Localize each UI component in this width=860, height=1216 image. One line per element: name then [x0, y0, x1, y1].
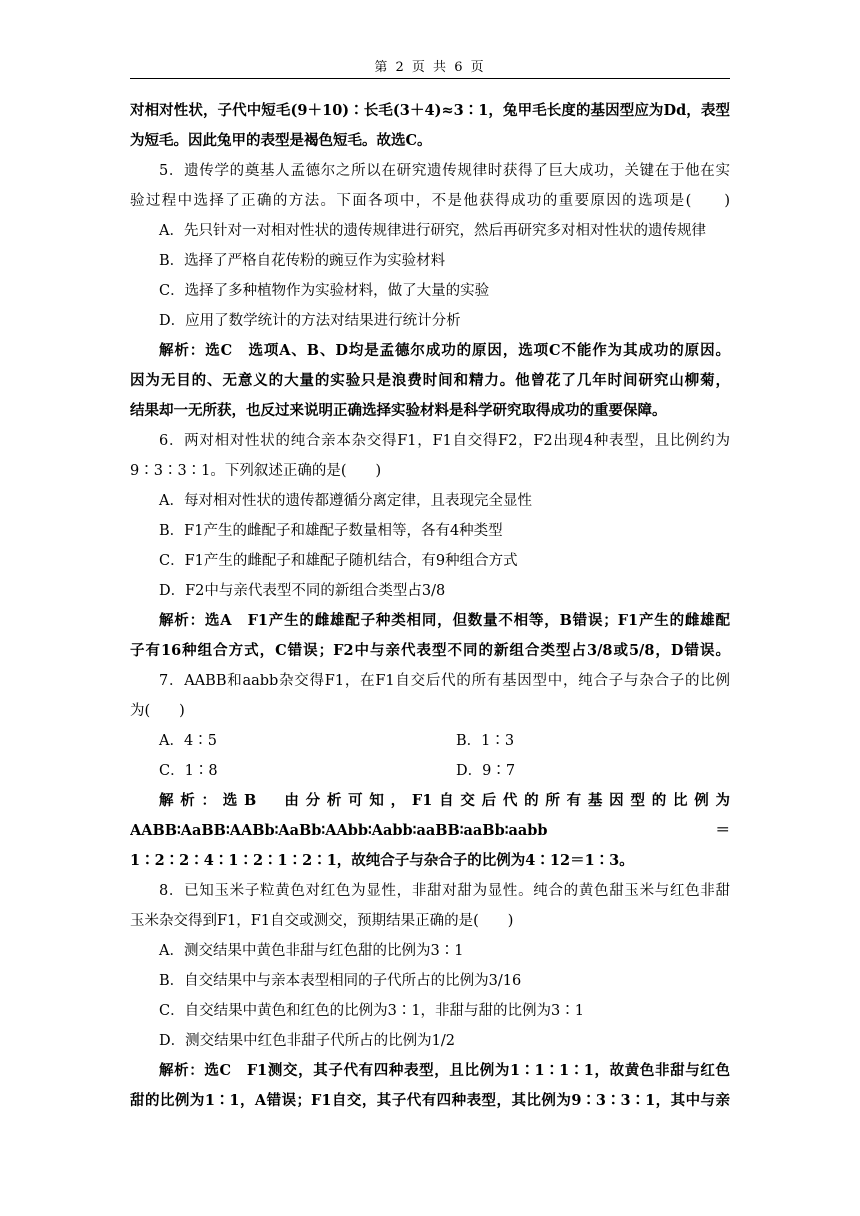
question-8-option-c: C．自交结果中黄色和红色的比例为3∶1，非甜与甜的比例为3∶1: [159, 1003, 584, 1019]
question-7-analysis: [130, 816, 730, 846]
question-5-analysis: 结果却一无所获，也反过来说明正确选择实验材料是科学研究取得成功的重要保障。: [130, 402, 667, 419]
question-8-option-a: A．测交结果中黄色非甜与红色甜的比例为3∶1: [159, 943, 464, 959]
question-7-option-d: D．9∶7: [456, 763, 516, 779]
question-8-analysis: 甜的比例为1∶1，A错误；F1自交，其子代有四种表型，其比例为9∶3∶3∶1，其中与亲: [130, 1092, 730, 1109]
question-5-option-c: C．选择了多种植物作为实验材料，做了大量的实验: [159, 283, 490, 299]
question-7-options-row: [130, 726, 730, 756]
text-line: 为短毛。因此兔甲的表型是褐色短毛。故选C。: [130, 132, 432, 149]
question-6-option-b: B．F1产生的雌配子和雄配子数量相等，各有4种类型: [159, 523, 503, 539]
question-5-option-b: B．选择了严格自花传粉的豌豆作为实验材料: [159, 253, 446, 269]
question-5-option-a: A．先只针对一对相对性状的遗传规律进行研究，然后再研究多对相对性状的遗传规律: [159, 223, 706, 239]
question-5-analysis: 因为无目的、无意义的大量的实验只是浪费时间和精力。他曾花了几年时间研究山柳菊，: [130, 372, 730, 389]
question-7-option-b: B．1∶3: [456, 733, 515, 749]
question-5-analysis: 解析：选C 选项A、B、D均是孟德尔成功的原因，选项C不能作为其成功的原因。: [159, 342, 730, 359]
question-7-analysis: 1∶2∶2∶4∶1∶2∶1∶2∶1，故纯合子与杂合子的比例为4∶12＝1∶3。: [130, 852, 634, 869]
question-6-option-d: D．F2中与亲代表型不同的新组合类型占3/8: [159, 583, 446, 599]
question-6-stem: 6．两对相对性状的纯合亲本杂交得F1，F1自交得F2，F2出现4种表型，且比例约为: [159, 433, 730, 449]
document-body: [130, 96, 730, 1116]
question-7-stem: 7．AABB和aabb杂交得F1，在F1自交后代的所有基因型中，纯合子与杂合子的比例: [159, 673, 730, 689]
question-8-stem: 8．已知玉米子粒黄色对红色为显性，非甜对甜为显性。纯合的黄色甜玉米与红色非甜: [159, 883, 730, 899]
question-6-analysis: 子有16种组合方式，C错误；F2中与亲代表型不同的新组合类型占3/8或5/8，D错误。: [130, 642, 730, 659]
text-line: 对相对性状，子代中短毛(9＋10)∶长毛(3＋4)≈3∶1，兔甲毛长度的基因型应为Dd，表型: [130, 102, 730, 119]
question-8-option-d: D．测交结果中红色非甜子代所占的比例为1/2: [159, 1033, 455, 1049]
question-7-analysis: 解析：选B 由分析可知，F1自交后代的所有基因型的比例为: [159, 792, 730, 809]
genotype-sequence: AABB∶AaBB∶AABb∶AaBb∶AAbb∶Aabb∶aaBB∶aaBb∶aabb: [130, 822, 548, 839]
question-5-option-d: D．应用了数学统计的方法对结果进行统计分析: [159, 313, 461, 329]
header-divider: [130, 78, 730, 79]
question-5-stem: 5．遗传学的奠基人孟德尔之所以在研究遗传规律时获得了巨大成功，关键在于他在实: [159, 163, 730, 179]
question-6-stem: 9∶3∶3∶1。下列叙述正确的是( ): [130, 463, 382, 479]
question-6-analysis: 解析：选A F1产生的雌雄配子种类相同，但数量不相等，B错误；F1产生的雌雄配: [159, 612, 730, 629]
equals-sign: ＝: [715, 822, 730, 839]
question-8-option-b: B．自交结果中与亲本表型相同的子代所占的比例为3/16: [159, 973, 522, 989]
question-8-analysis: 解析：选C F1测交，其子代有四种表型，且比例为1∶1∶1∶1，故黄色非甜与红色: [159, 1062, 730, 1079]
question-7-option-a: A．4∶5: [159, 733, 217, 749]
question-7-option-c: C．1∶8: [159, 763, 218, 779]
question-6-option-c: C．F1产生的雌配子和雄配子随机结合，有9种组合方式: [159, 553, 518, 569]
question-8-stem: 玉米杂交得到F1，F1自交或测交，预期结果正确的是( ): [130, 913, 514, 929]
page-header: 第 2 页 共 6 页: [374, 60, 486, 75]
question-7-options-row: [130, 756, 730, 786]
question-7-stem: 为( ): [130, 703, 185, 719]
question-6-option-a: A．每对相对性状的遗传都遵循分离定律，且表现完全显性: [159, 493, 532, 509]
question-5-stem: 验过程中选择了正确的方法。下面各项中，不是他获得成功的重要原因的选项是( ): [130, 193, 730, 209]
